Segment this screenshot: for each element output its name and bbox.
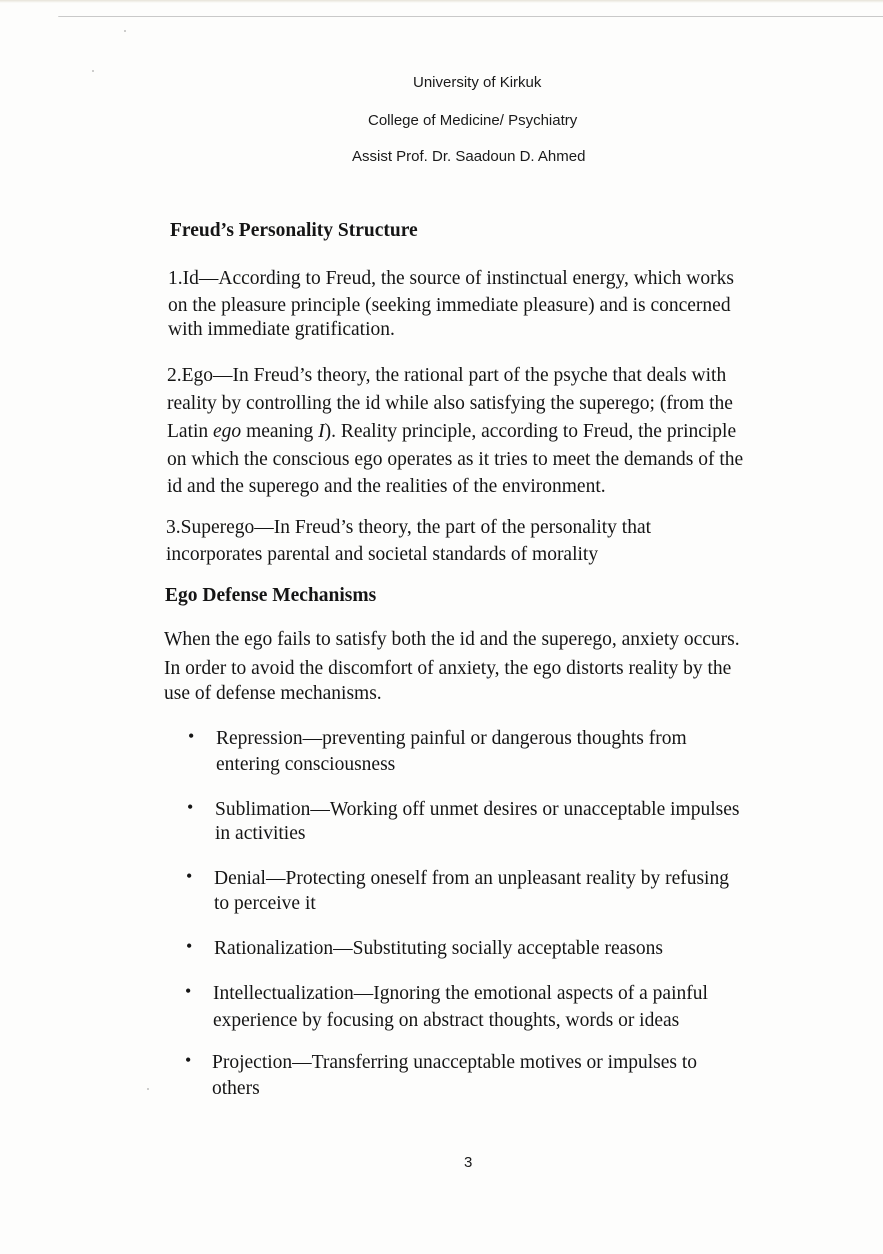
mechanism-line: entering consciousness [216,754,396,775]
mechanism-line: in activities [215,823,306,844]
university-name: University of Kirkuk [413,74,542,91]
intro-line-2: In order to avoid the discomfort of anxiety, the ego distorts reality by the [164,658,732,679]
ego-line-2: reality by controlling the id while also satisfying the superego; (from the [167,393,733,414]
mechanism-line: Denial—Protecting oneself from an unpleasant reality by refusing [214,868,729,889]
author-name: Assist Prof. Dr. Saadoun D. Ahmed [352,148,586,165]
id-line-2: on the pleasure principle (seeking immediate pleasure) and is concerned [168,295,731,316]
id-line-1: 1.Id—According to Freud, the source of instinctual energy, which works [168,268,734,289]
ego-line-5: id and the superego and the realities of the environment. [167,476,606,497]
bullet-icon: • [186,936,193,956]
superego-line-1: 3.Superego—In Freud’s theory, the part of the personality that [166,517,652,538]
bullet-icon: • [187,797,194,817]
scan-speck [147,1088,149,1090]
mechanism-line: Intellectualization—Ignoring the emotional aspects of a painful [213,983,708,1004]
bullet-icon: • [185,1050,192,1070]
ego-meaning-i: I [318,421,325,442]
scan-speck [92,70,94,72]
ego-latin-word: ego [213,421,242,442]
superego-line-2: incorporates parental and societal standards of morality [166,544,599,565]
ego-line-3-mid: meaning [241,421,319,442]
section-heading-defense: Ego Defense Mechanisms [165,585,377,606]
ego-line-1: 2.Ego—In Freud’s theory, the rational part of the psyche that deals with [167,365,727,386]
scan-speck [124,30,126,32]
id-line-3: with immediate gratification. [168,319,395,340]
ego-line-3-pre: Latin [167,421,214,442]
intro-line-3: use of defense mechanisms. [164,683,382,704]
bullet-icon: • [185,981,192,1001]
mechanism-line: Rationalization—Substituting socially acceptable reasons [214,938,663,959]
ego-line-3 [167,419,736,445]
ego-line-3-post: ). Reality principle, according to Freud, the principle [324,421,737,442]
ego-line-4: on which the conscious ego operates as it tries to meet the demands of the [167,449,744,470]
page-top-rule [58,16,883,17]
page-number: 3 [464,1154,473,1171]
mechanism-line: others [212,1078,260,1099]
section-heading-personality: Freud’s Personality Structure [170,220,418,241]
scan-top-edge [0,0,883,3]
mechanism-line: experience by focusing on abstract thoughts, words or ideas [213,1010,680,1031]
college-name: College of Medicine/ Psychiatry [368,112,578,129]
intro-line-1: When the ego fails to satisfy both the id and the superego, anxiety occurs. [164,629,740,650]
bullet-icon: • [186,866,193,886]
mechanism-line: to perceive it [214,893,316,914]
bullet-icon: • [188,726,195,746]
mechanism-line: Projection—Transferring unacceptable motives or impulses to [212,1052,698,1073]
mechanism-line: Repression—preventing painful or dangerous thoughts from [216,728,687,749]
mechanism-line: Sublimation—Working off unmet desires or unacceptable impulses [215,799,740,820]
